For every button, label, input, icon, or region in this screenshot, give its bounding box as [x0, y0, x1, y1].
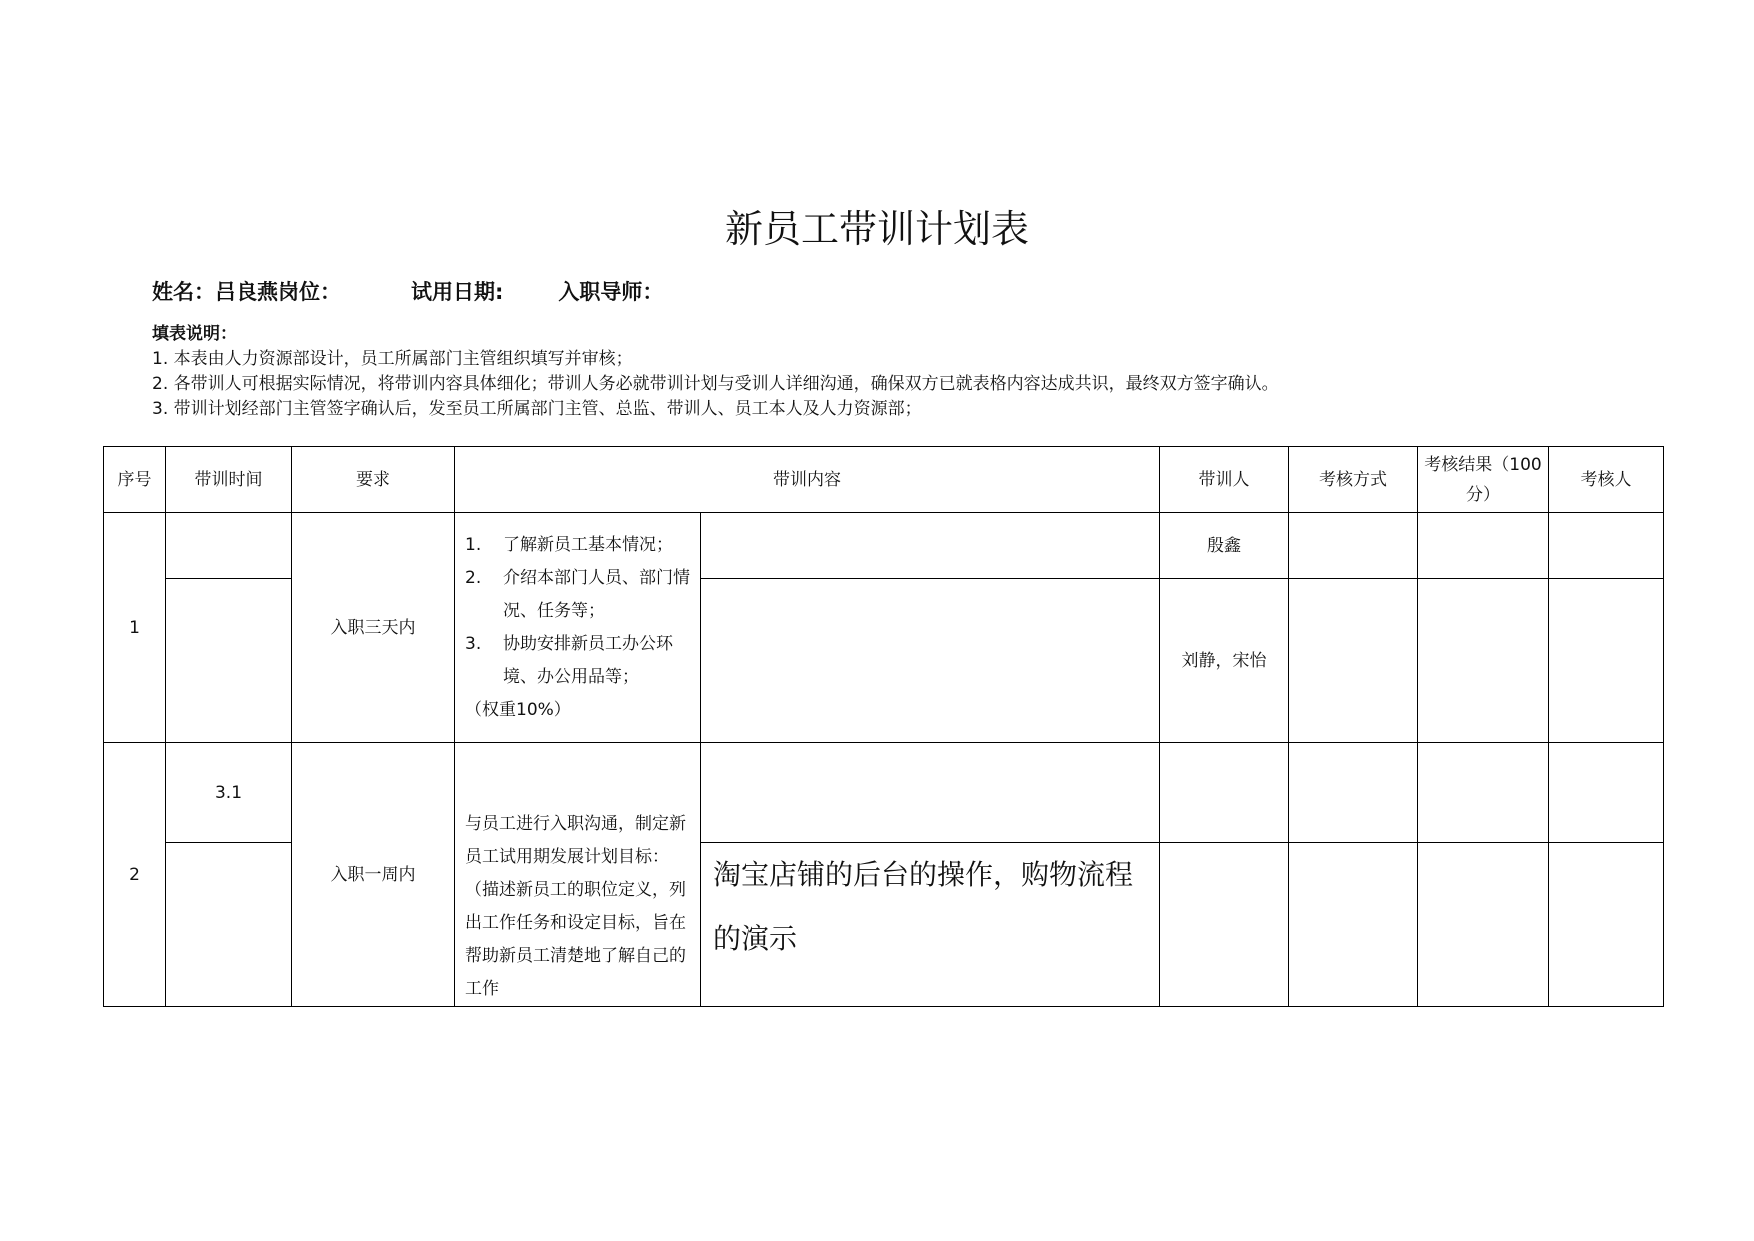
row2-result-b[interactable]	[1418, 843, 1549, 1007]
row1-assessor-b[interactable]	[1549, 579, 1664, 743]
list-item: 3. 协助安排新员工办公环境、办公用品等；	[465, 633, 673, 687]
header-assessor: 考核人	[1549, 447, 1664, 513]
trial-date-label: 试用日期:	[411, 280, 504, 304]
row1-content-a[interactable]	[701, 513, 1160, 579]
row1-assessor-a[interactable]	[1549, 513, 1664, 579]
weight-note: （权重10%）	[465, 699, 571, 720]
instructions-header: 填表说明：	[152, 324, 237, 344]
row1-seq: 1	[104, 513, 166, 743]
header-row	[104, 447, 1664, 513]
table-row	[104, 743, 1664, 843]
row1-content-list	[455, 513, 701, 743]
row2-content-b: 淘宝店铺的后台的操作，购物流程的演示	[701, 843, 1160, 1007]
employee-info-line	[152, 276, 663, 306]
header-time: 带训时间	[166, 447, 292, 513]
row2-method-b[interactable]	[1289, 843, 1418, 1007]
row1-trainer-b: 刘静，宋怡	[1160, 579, 1289, 743]
row2-time-a: 3.1	[166, 743, 292, 843]
row2-trainer-a[interactable]	[1160, 743, 1289, 843]
instruction-item: 2. 各带训人可根据实际情况，将带训内容具体细化；带训人务必就带训计划与受训人详细沟通，确保双方已就表格内容达成共识，最终双方签字确认。	[152, 374, 1279, 394]
row2-trainer-b[interactable]	[1160, 843, 1289, 1007]
list-item: 2. 介绍本部门人员、部门情况、任务等；	[465, 567, 690, 621]
post-label: 岗位：	[278, 280, 341, 304]
row2-assessor-a[interactable]	[1549, 743, 1664, 843]
row2-assessor-b[interactable]	[1549, 843, 1664, 1007]
header-requirement: 要求	[292, 447, 455, 513]
header-assessment-method: 考核方式	[1289, 447, 1418, 513]
row1-method-b[interactable]	[1289, 579, 1418, 743]
row2-goal-text: 与员工进行入职沟通，制定新员工试用期发展计划目标：（描述新员工的职位定义，列出工作任务和设定目标，旨在帮助新员工清楚地了解自己的工作	[455, 743, 701, 1007]
page-title: 新员工带训计划表	[724, 207, 1029, 251]
instructions	[152, 322, 1279, 422]
header-assessment-result: 考核结果（100分）	[1418, 447, 1549, 513]
row2-result-a[interactable]	[1418, 743, 1549, 843]
row2-seq: 2	[104, 743, 166, 1007]
row1-content-b[interactable]	[701, 579, 1160, 743]
mentor-label: 入职导师：	[558, 280, 664, 304]
row1-result-b[interactable]	[1418, 579, 1549, 743]
row2-method-a[interactable]	[1289, 743, 1418, 843]
header-trainer: 带训人	[1160, 447, 1289, 513]
row1-time-a[interactable]	[166, 513, 292, 579]
row1-method-a[interactable]	[1289, 513, 1418, 579]
instruction-item: 1. 本表由人力资源部设计，员工所属部门主管组织填写并审核；	[152, 349, 633, 369]
table-row	[104, 513, 1664, 579]
training-plan-table	[103, 446, 1664, 1007]
row2-requirement: 入职一周内	[292, 743, 455, 1007]
row1-trainer-a: 殷鑫	[1160, 513, 1289, 579]
row2-content-a[interactable]	[701, 743, 1160, 843]
row1-time-b[interactable]	[166, 579, 292, 743]
header-content: 带训内容	[455, 447, 1160, 513]
list-item: 1. 了解新员工基本情况；	[465, 534, 673, 555]
row2-time-b[interactable]	[166, 843, 292, 1007]
instruction-item: 3. 带训计划经部门主管签字确认后，发至员工所属部门主管、总监、带训人、员工本人及人力资源部；	[152, 399, 922, 419]
name-label: 姓名：吕良燕	[152, 280, 278, 304]
row1-requirement: 入职三天内	[292, 513, 455, 743]
row1-result-a[interactable]	[1418, 513, 1549, 579]
header-seq: 序号	[104, 447, 166, 513]
